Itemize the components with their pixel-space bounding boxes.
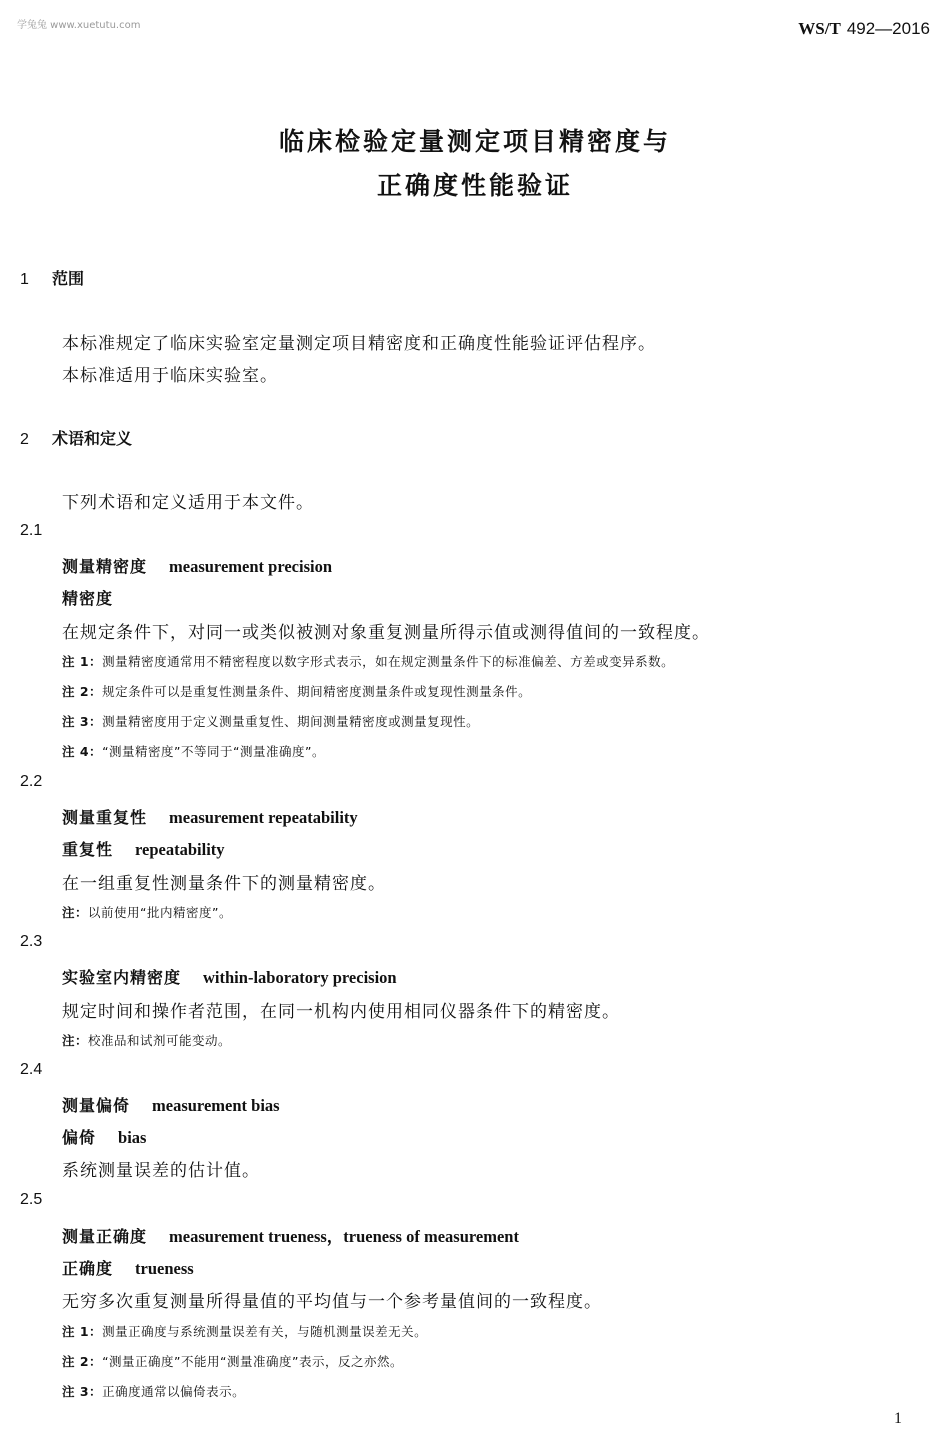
note-text: 测量精密度通常用不精密程度以数字形式表示，如在规定测量条件下的标准偏差、方差或变异系数。 bbox=[102, 654, 675, 669]
note-label: 注 3： bbox=[62, 714, 103, 729]
term-en: measurement repeatability bbox=[169, 808, 358, 827]
note-label: 注： bbox=[62, 905, 89, 920]
note-label: 注 1： bbox=[62, 654, 103, 669]
note-text: “测量正确度”不能用“测量准确度”表示，反之亦然。 bbox=[102, 1354, 403, 1369]
section-1-heading bbox=[20, 266, 84, 289]
term-zh: 测量精密度 bbox=[62, 557, 148, 576]
document-title-line-1: 临床检验定量测定项目精密度与 bbox=[278, 127, 671, 156]
note-text: 测量精密度用于定义测量重复性、期间测量精密度或测量复现性。 bbox=[102, 714, 480, 729]
term-en: measurement bias bbox=[152, 1096, 280, 1115]
term-zh: 实验室内精密度 bbox=[62, 968, 182, 987]
note-label: 注 2： bbox=[62, 1354, 103, 1369]
term-entry bbox=[62, 1125, 146, 1148]
section-number: 1 bbox=[20, 271, 29, 288]
standard-code: 492—2016 bbox=[846, 19, 930, 38]
note-text: 校准品和试剂可能变动。 bbox=[88, 1033, 232, 1048]
clause-number: 2.2 bbox=[20, 773, 43, 790]
note-label: 注 3： bbox=[62, 1384, 103, 1399]
term-entry bbox=[62, 1256, 194, 1279]
term-entry bbox=[62, 965, 397, 988]
term-entry bbox=[62, 837, 225, 860]
term-entry bbox=[62, 1093, 280, 1116]
note bbox=[62, 1031, 231, 1049]
note-text: 以前使用“批内精密度”。 bbox=[88, 905, 232, 920]
term-zh: 重复性 bbox=[62, 840, 114, 859]
page-number: 1 bbox=[894, 1410, 902, 1427]
clause-number: 2.4 bbox=[20, 1061, 43, 1078]
clause-number: 2.1 bbox=[20, 522, 43, 539]
note-text: 正确度通常以偏倚表示。 bbox=[102, 1384, 246, 1399]
note bbox=[62, 712, 479, 730]
note bbox=[62, 1352, 403, 1370]
term-zh: 精密度 bbox=[62, 589, 114, 608]
term-en: repeatability bbox=[135, 840, 225, 859]
definition: 规定时间和操作者范围，在同一机构内使用相同仪器条件下的精密度。 bbox=[62, 1002, 620, 1022]
term-en: within-laboratory precision bbox=[203, 968, 397, 987]
term-entry bbox=[62, 805, 358, 828]
note-label: 注 1： bbox=[62, 1324, 103, 1339]
section-title: 范围 bbox=[52, 269, 85, 288]
term-en: measurement precision bbox=[169, 557, 333, 576]
definition: 在规定条件下，对同一或类似被测对象重复测量所得示值或测得值间的一致程度。 bbox=[62, 623, 710, 643]
term-entry bbox=[62, 1223, 519, 1247]
definition: 在一组重复性测量条件下的测量精密度。 bbox=[62, 874, 386, 894]
standard-number bbox=[798, 19, 930, 39]
term-zh: 测量偏倚 bbox=[62, 1096, 131, 1115]
paragraph: 本标准规定了临床实验室定量测定项目精密度和正确度性能验证评估程序。 bbox=[62, 334, 656, 354]
document-title-line-2: 正确度性能验证 bbox=[376, 171, 573, 200]
note-label: 注 2： bbox=[62, 684, 103, 699]
note bbox=[62, 903, 232, 921]
note-label: 注 4： bbox=[62, 744, 103, 759]
term-en: measurement trueness，trueness of measurement bbox=[169, 1227, 519, 1246]
term-entry bbox=[62, 554, 332, 577]
section-2-heading bbox=[20, 426, 132, 449]
watermark: 学兔兔 www.xuetutu.com bbox=[17, 20, 141, 31]
note bbox=[62, 1322, 427, 1340]
note-text: 测量正确度与系统测量误差有关，与随机测量误差无关。 bbox=[102, 1324, 428, 1339]
note-text: 规定条件可以是重复性测量条件、期间精密度测量条件或复现性测量条件。 bbox=[102, 684, 532, 699]
term-zh: 正确度 bbox=[62, 1259, 114, 1278]
note bbox=[62, 1382, 245, 1400]
paragraph: 本标准适用于临床实验室。 bbox=[62, 366, 278, 386]
note-label: 注： bbox=[62, 1033, 89, 1048]
note bbox=[62, 682, 531, 700]
note-text: “测量精密度”不等同于“测量准确度”。 bbox=[102, 744, 325, 759]
clause-number: 2.3 bbox=[20, 933, 43, 950]
clause-number: 2.5 bbox=[20, 1191, 43, 1208]
section-number: 2 bbox=[20, 431, 29, 448]
term-en: trueness bbox=[135, 1259, 194, 1278]
standard-prefix: WS/T bbox=[798, 19, 841, 38]
note bbox=[62, 742, 325, 760]
term-zh: 测量重复性 bbox=[62, 808, 148, 827]
term-zh: 偏倚 bbox=[62, 1128, 97, 1147]
paragraph: 下列术语和定义适用于本文件。 bbox=[62, 493, 314, 513]
term-en: bias bbox=[118, 1128, 147, 1147]
section-title: 术语和定义 bbox=[52, 429, 133, 448]
note bbox=[62, 652, 674, 670]
definition: 无穷多次重复测量所得量值的平均值与一个参考量值间的一致程度。 bbox=[62, 1292, 602, 1312]
term-zh: 测量正确度 bbox=[62, 1227, 148, 1246]
term-entry bbox=[62, 586, 113, 609]
definition: 系统测量误差的估计值。 bbox=[62, 1161, 260, 1181]
